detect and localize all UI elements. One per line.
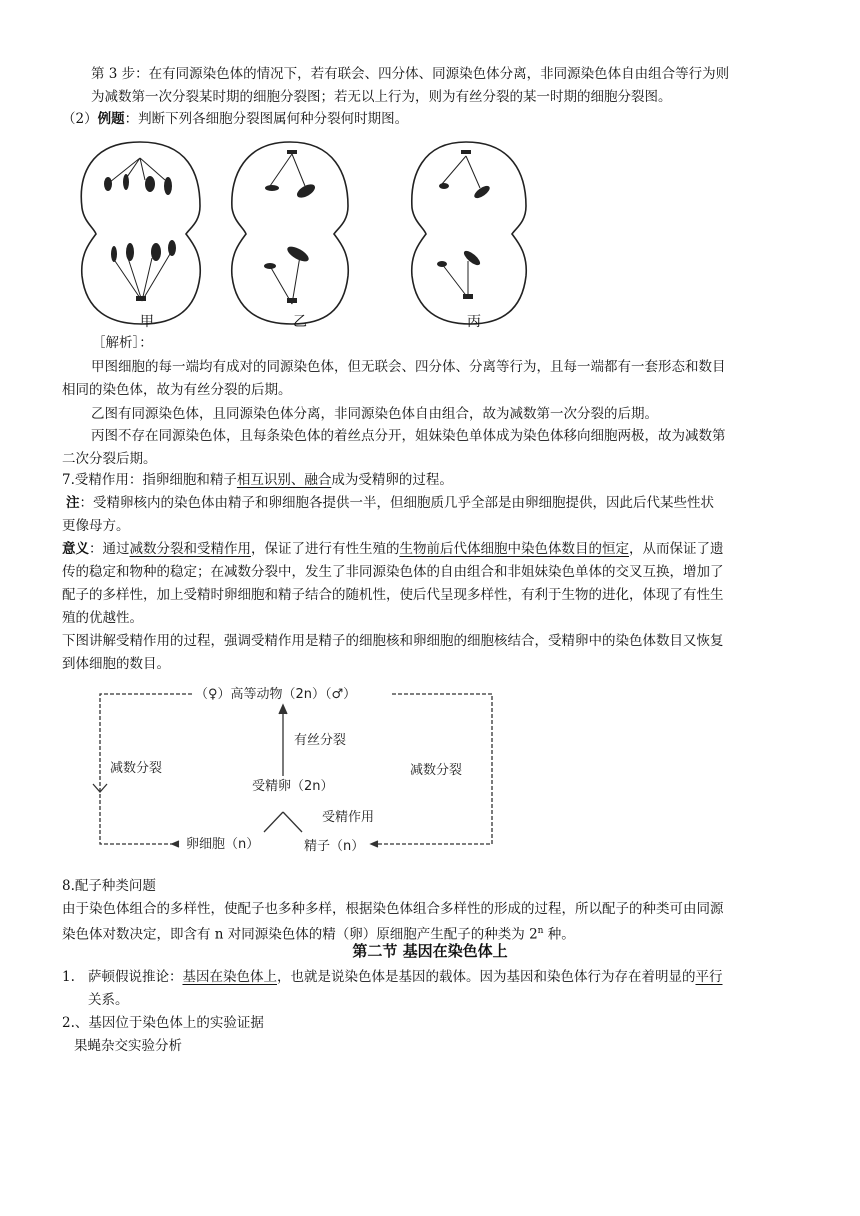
section-title: 第二节 基因在染色体上 xyxy=(352,942,508,960)
item1-b: ，也就是说染色体是基因的载体。因为基因和染色体行为存在着明显的 xyxy=(277,969,696,985)
fertilization-note-1 xyxy=(66,492,806,515)
item2-title: 2.、基因位于染色体上的实验证据 xyxy=(62,1015,264,1031)
diagram-meiosis-left: 减数分裂 xyxy=(110,761,163,776)
diagram-zygote-label: 受精卵（2n） xyxy=(252,779,334,794)
cell-label-bing: 丙 xyxy=(467,314,481,330)
diagram-sperm-label: 精子（n） xyxy=(304,839,365,854)
diagram-egg-label: 卵细胞（n） xyxy=(186,837,260,852)
cell-division-figures xyxy=(70,136,540,331)
item1-line-2: 关系。 xyxy=(88,992,129,1008)
diagram-fertilization-label: 受精作用 xyxy=(322,810,375,825)
figure-intro-2: 到体细胞的数目。 xyxy=(62,656,170,672)
cell-label-yi: 乙 xyxy=(293,314,307,330)
significance-line-3: 配子的多样性，加上受精时卵细胞和精子结合的随机性，使后代呈现多样性，有利于生物的进化，体现了有性生 xyxy=(62,587,724,603)
item1-underline-1: 基因在染色体上 xyxy=(182,969,277,985)
sig-underline-2: 生物前后代体细胞中染色体数目的恒定 xyxy=(399,541,629,557)
gametes-line-2a: 染色体对数决定，即含有 n 对同源染色体的精（卵）原细胞产生配子的种类为 2 xyxy=(62,926,538,943)
gametes-title: 8.配子种类问题 xyxy=(62,878,156,894)
fertilization-definition xyxy=(62,469,802,492)
fert-def-pre: 7.受精作用：指卵细胞和精子 xyxy=(62,472,237,488)
gametes-line-2b: 种。 xyxy=(543,926,575,943)
fert-def-underline: 相互识别、融合 xyxy=(236,472,332,488)
significance-line-2: 传的稳定和物种的稳定；在减数分裂中，发生了非同源染色体的自由组合和非姐妹染色单体的交叉互换，增加了 xyxy=(62,564,724,580)
item1-a: 萨顿假说推论： xyxy=(88,969,183,985)
cell-label-jia: 甲 xyxy=(140,314,154,330)
step3-line1: 第 3 步：在有同源染色体的情况下，若有联会、四分体、同源染色体分离，非同源染色体自由组合等行为则 xyxy=(91,66,730,82)
gametes-line-1: 由于染色体组合的多样性，使配子也多种多样，根据染色体组合多样性的形成的过程，所以配子的种类可由同源 xyxy=(62,901,724,917)
sig-c: ，从而保证了遗 xyxy=(629,541,724,557)
figure-intro-1: 下图讲解受精作用的过程，强调受精作用是精子的细胞核和卵细胞的细胞核结合，受精卵中的染色体数目又恢复 xyxy=(62,633,724,649)
note-text: ：受精卵核内的染色体由精子和卵细胞各提供一半，但细胞质几乎全部是由卵细胞提供，因此后代某些性状 xyxy=(79,495,714,511)
diagram-meiosis-right: 减数分裂 xyxy=(410,763,463,778)
sig-b: ，保证了进行有性生殖的 xyxy=(251,541,400,557)
item1-line-1 xyxy=(88,966,802,989)
sig-underline-1: 减数分裂和受精作用 xyxy=(129,541,251,557)
fert-def-post: 成为受精卵的过程。 xyxy=(331,472,453,488)
cell-yi-outline xyxy=(232,142,349,324)
fertilization-note-2: 更像母方。 xyxy=(62,518,130,534)
analysis-yi: 乙图有同源染色体，且同源染色体分离，非同源染色体自由组合，故为减数第一次分裂的后期。 xyxy=(91,406,658,422)
item2-subtitle: 果蝇杂交实验分析 xyxy=(74,1038,182,1054)
item1-number: 1. xyxy=(62,969,75,985)
example-text: ：判断下列各细胞分裂图属何种分裂何时期图。 xyxy=(124,111,409,127)
example-line xyxy=(62,108,802,131)
analysis-jia-1: 甲图细胞的每一端均有成对的同源染色体，但无联会、四分体、分离等行为，且每一端都有一套形态和数目 xyxy=(91,359,726,375)
item1-underline-2: 平行 xyxy=(695,969,723,985)
step3-line2: 为减数第一次分裂某时期的细胞分裂图；若无以上行为，则为有丝分裂的某一时期的细胞分裂图。 xyxy=(91,89,672,105)
diagram-mitosis-label: 有丝分裂 xyxy=(294,733,347,748)
analysis-bing-1: 丙图不存在同源染色体，且每条染色体的着丝点分开，姐妹染色单体成为染色体移向细胞两极，故为减数第 xyxy=(91,428,726,444)
diagram-top-label: （♀）高等动物（2n）（♂） xyxy=(195,687,357,702)
analysis-heading: ［解析］： xyxy=(92,335,153,351)
gametes-exponent: n xyxy=(537,926,544,936)
example-label: 例题 xyxy=(97,111,125,127)
fertilization-diagram xyxy=(92,684,502,859)
significance-line-4: 殖的优越性。 xyxy=(62,610,143,626)
significance-label: 意义 xyxy=(62,541,89,557)
merge-lines xyxy=(264,812,302,832)
sig-a: ：通过 xyxy=(89,541,130,557)
example-prefix: （2） xyxy=(62,111,98,127)
analysis-bing-2: 二次分裂后期。 xyxy=(62,451,157,467)
note-label: 注 xyxy=(66,495,80,511)
analysis-jia-2: 相同的染色体，故为有丝分裂的后期。 xyxy=(62,382,292,398)
significance-line-1 xyxy=(62,538,802,561)
